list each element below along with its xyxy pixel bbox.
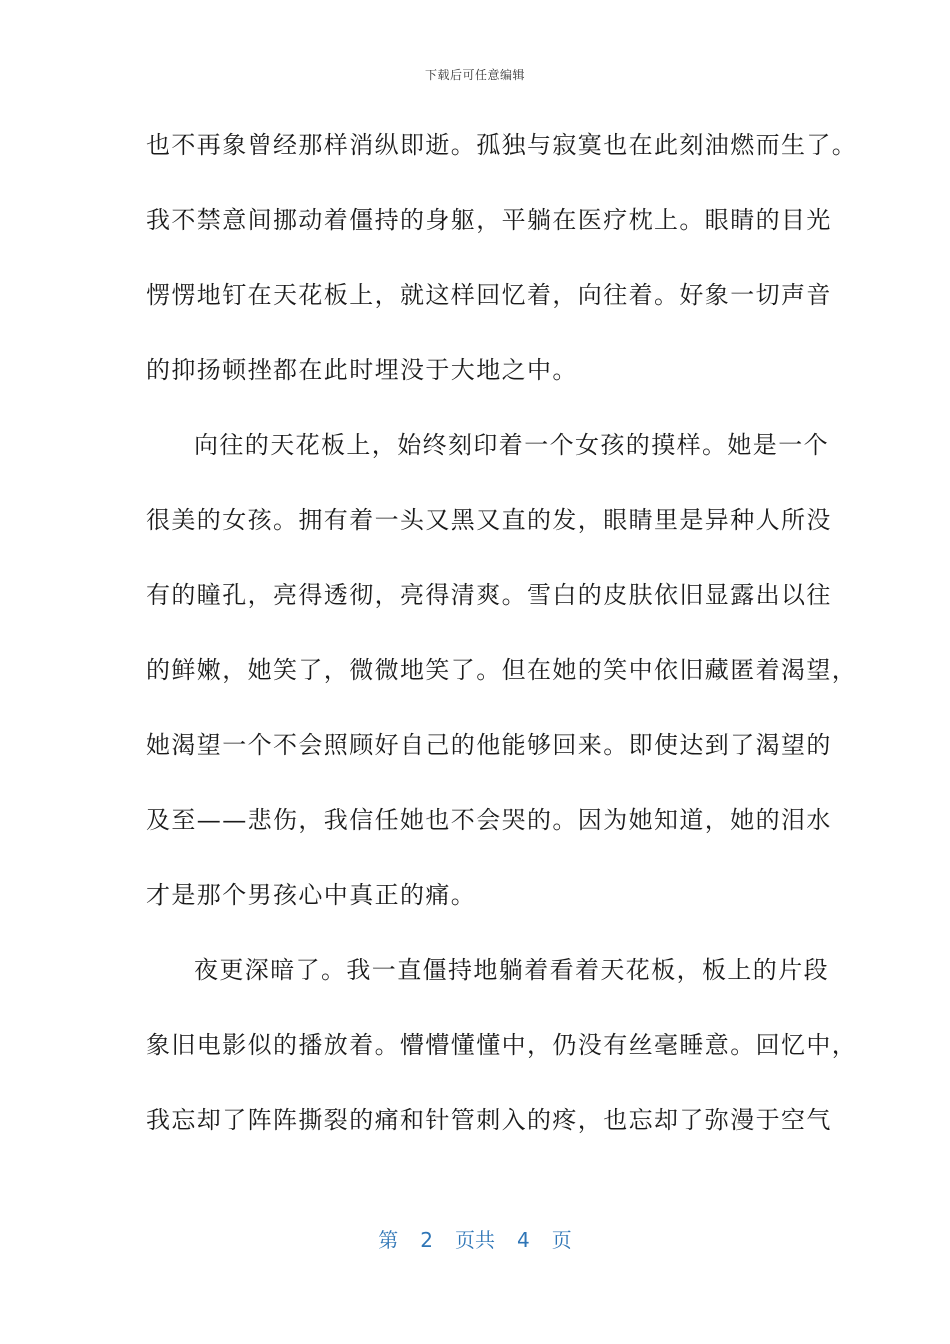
text-line: 才是那个男孩心中真正的痛。	[146, 881, 477, 909]
text-line: 也不再象曾经那样消纵即逝。孤独与寂寞也在此刻油燃而生了。	[146, 131, 858, 159]
footer-label-total: 页共	[455, 1228, 495, 1252]
footer-label-end: 页	[551, 1228, 572, 1252]
text-line: 我不禁意间挪动着僵持的身躯，平躺在医疗枕上。眼睛的目光	[146, 206, 832, 234]
text-line: 愣愣地钉在天花板上，就这样回忆着，向往着。好象一切声音	[146, 281, 832, 309]
footer-label-page: 第	[378, 1228, 399, 1252]
footer-current-page: 2	[420, 1228, 433, 1252]
text-line: 我忘却了阵阵撕裂的痛和针管刺入的疼，也忘却了弥漫于空气	[146, 1106, 832, 1134]
text-line-paragraph-start: 向往的天花板上，始终刻印着一个女孩的摸样。她是一个	[194, 431, 829, 459]
text-line: 的抑扬顿挫都在此时埋没于大地之中。	[146, 356, 578, 384]
page-header: 下载后可任意编辑	[424, 68, 525, 82]
document-body	[146, 124, 858, 1174]
text-line: 有的瞳孔，亮得透彻，亮得清爽。雪白的皮肤依旧显露出以往	[146, 581, 832, 609]
text-line-paragraph-start: 夜更深暗了。我一直僵持地躺着看着天花板，板上的片段	[194, 956, 829, 984]
footer-total-pages: 4	[517, 1228, 530, 1252]
text-line: 很美的女孩。拥有着一头又黑又直的发，眼睛里是异种人所没	[146, 506, 832, 534]
text-line: 的鲜嫩，她笑了，微微地笑了。但在她的笑中依旧藏匿着渴望，	[146, 656, 858, 684]
text-line: 及至——悲伤，我信任她也不会哭的。因为她知道，她的泪水	[146, 806, 832, 834]
text-line: 她渴望一个不会照顾好自己的他能够回来。即使达到了渴望的	[146, 731, 832, 759]
page-footer	[0, 1224, 950, 1253]
text-line: 象旧电影似的播放着。懵懵懂懂中，仍没有丝毫睡意。回忆中，	[146, 1031, 858, 1059]
